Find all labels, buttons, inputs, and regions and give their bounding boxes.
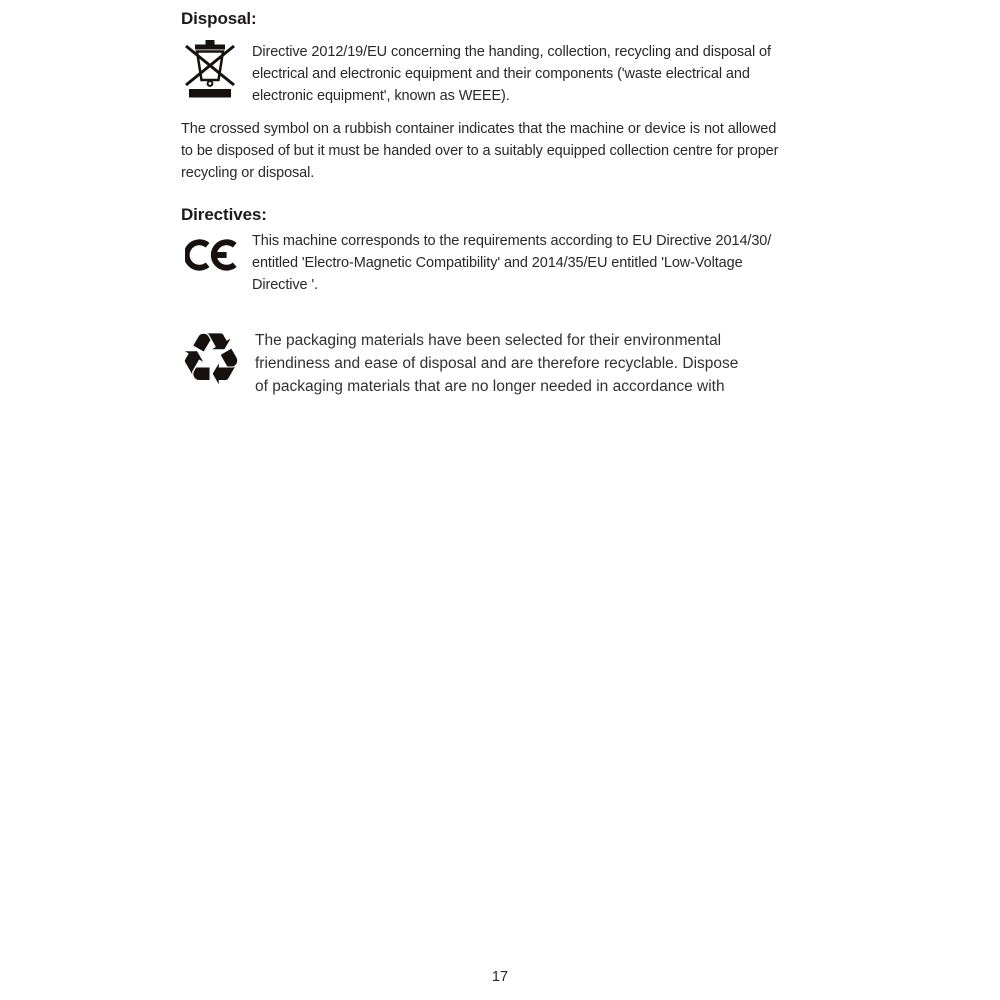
disposal-note-paragraph (181, 118, 778, 184)
note-text-line: recycling or disposal. (181, 165, 315, 181)
weee-text-line: electrical and electronic equipment and their components ('waste electrical and (252, 66, 750, 82)
packaging-text-line: friendiness and ease of disposal and are therefore recyclable. Dispose (255, 355, 739, 372)
ce-text-line: Directive '. (252, 277, 319, 293)
weee-text-line: Directive 2012/19/EU concerning the handing, collection, recycling and disposal of (252, 44, 771, 60)
note-text-line: The crossed symbol on a rubbish container indicates that the machine or device is not allowed (181, 121, 777, 137)
ce-text-line: This machine corresponds to the requirements according to EU Directive 2014/30/ (252, 233, 772, 249)
packaging-text-line: of packaging materials that are no longer needed in accordance with (255, 378, 725, 395)
ce-paragraph (252, 230, 771, 296)
packaging-text-line: The packaging materials have been selected for their environmental (255, 332, 722, 349)
disposal-heading: Disposal: (181, 9, 257, 28)
weee-crossed-out-bin-icon (183, 38, 237, 100)
directives-heading: Directives: (181, 205, 267, 224)
weee-paragraph (252, 41, 771, 107)
ce-mark-icon (185, 237, 241, 272)
note-text-line: to be disposed of but it must be handed over to a suitably equipped collection centre for proper (181, 143, 779, 159)
page-number: 17 (491, 969, 509, 985)
packaging-paragraph (255, 329, 738, 398)
recycling-symbol-icon (178, 316, 244, 401)
recycling-glyph: ♻ (178, 316, 244, 401)
weee-text-line: electronic equipment', known as WEEE). (252, 88, 510, 104)
ce-text-line: entitled 'Electro-Magnetic Compatibility' and 2014/35/EU entitled 'Low-Voltage (252, 255, 743, 271)
